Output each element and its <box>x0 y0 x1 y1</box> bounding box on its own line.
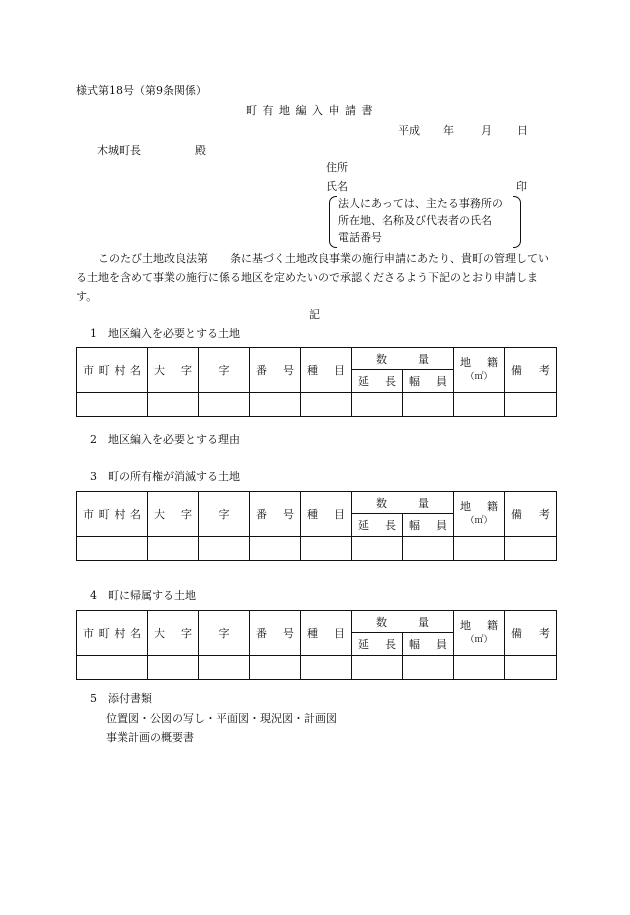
addressee-honorific: 殿 <box>195 144 206 157</box>
note-bracket-right <box>513 196 521 248</box>
cell-width[interactable] <box>403 393 454 417</box>
cell-width[interactable] <box>403 656 454 680</box>
header-aza: 字 <box>199 348 250 393</box>
corporate-note-line1: 法人にあっては、主たる事務所の <box>338 197 503 210</box>
cell-municipality[interactable] <box>77 656 148 680</box>
form-number: 様式第18号（第9条関係） <box>76 84 207 97</box>
ki-heading: 記 <box>309 308 320 321</box>
header-length: 延 長 <box>352 633 403 656</box>
header-area: 地 籍 （㎡） <box>454 348 505 393</box>
seal-mark: 印 <box>516 180 527 193</box>
land-table-1 <box>76 347 557 417</box>
application-body: このたび土地改良法第 条に基づく土地改良事業の施行申請にあたり、貴町の管理している土地を含めて事業の施行に係る地区を定めたいので承認くださるよう下記のとおり申請します。 <box>76 252 549 303</box>
header-quantity: 数 量 <box>352 492 454 514</box>
attachment-line-2: 事業計画の概要書 <box>106 731 194 744</box>
land-table-3 <box>76 491 557 561</box>
addressee-name: 木城町長 <box>97 144 141 157</box>
cell-remarks[interactable] <box>505 656 557 680</box>
header-category: 種 目 <box>301 611 352 656</box>
header-area: 地 籍 （㎡） <box>454 611 505 656</box>
cell-aza[interactable] <box>199 656 250 680</box>
header-number: 番 号 <box>250 348 301 393</box>
date-month: 月 <box>481 124 492 137</box>
land-table-4 <box>76 610 557 680</box>
header-category: 種 目 <box>301 348 352 393</box>
header-oaza: 大 字 <box>148 611 199 656</box>
header-width: 幅 員 <box>403 633 454 656</box>
section-4-title: 4 町に帰属する土地 <box>90 589 196 602</box>
corporate-note-line2: 所在地、名称及び代表者の氏名 <box>338 214 492 227</box>
cell-number[interactable] <box>250 537 301 561</box>
table-row <box>77 537 557 561</box>
cell-width[interactable] <box>403 537 454 561</box>
header-number: 番 号 <box>250 492 301 537</box>
cell-aza[interactable] <box>199 393 250 417</box>
cell-category[interactable] <box>301 393 352 417</box>
phone-label: 電話番号 <box>338 231 382 244</box>
section-3-title: 3 町の所有権が消滅する土地 <box>90 470 240 483</box>
cell-category[interactable] <box>301 656 352 680</box>
header-remarks: 備 考 <box>505 492 557 537</box>
header-municipality: 市 町 村 名 <box>77 348 148 393</box>
header-municipality: 市 町 村 名 <box>77 611 148 656</box>
cell-length[interactable] <box>352 537 403 561</box>
header-length: 延 長 <box>352 370 403 393</box>
note-bracket-left <box>329 196 337 248</box>
date-era: 平成 <box>398 124 420 137</box>
cell-municipality[interactable] <box>77 393 148 417</box>
header-oaza: 大 字 <box>148 348 199 393</box>
header-remarks: 備 考 <box>505 348 557 393</box>
header-width: 幅 員 <box>403 514 454 537</box>
cell-number[interactable] <box>250 393 301 417</box>
section-2-title: 2 地区編入を必要とする理由 <box>90 433 240 446</box>
cell-area[interactable] <box>454 393 505 417</box>
header-length: 延 長 <box>352 514 403 537</box>
date-year: 年 <box>443 124 454 137</box>
cell-oaza[interactable] <box>148 656 199 680</box>
header-aza: 字 <box>199 611 250 656</box>
header-remarks: 備 考 <box>505 611 557 656</box>
cell-area[interactable] <box>454 537 505 561</box>
header-number: 番 号 <box>250 611 301 656</box>
header-aza: 字 <box>199 492 250 537</box>
header-quantity: 数 量 <box>352 348 454 370</box>
cell-aza[interactable] <box>199 537 250 561</box>
header-area: 地 籍 （㎡） <box>454 492 505 537</box>
table-row <box>77 393 557 417</box>
cell-remarks[interactable] <box>505 393 557 417</box>
section-5-title: 5 添付書類 <box>90 692 152 705</box>
date-day: 日 <box>517 124 528 137</box>
cell-length[interactable] <box>352 393 403 417</box>
table-row <box>77 656 557 680</box>
cell-municipality[interactable] <box>77 537 148 561</box>
header-municipality: 市 町 村 名 <box>77 492 148 537</box>
header-oaza: 大 字 <box>148 492 199 537</box>
cell-oaza[interactable] <box>148 393 199 417</box>
cell-category[interactable] <box>301 537 352 561</box>
address-label: 住所 <box>326 161 348 174</box>
attachment-line-1: 位置図・公図の写し・平面図・現況図・計画図 <box>106 712 337 725</box>
header-width: 幅 員 <box>403 370 454 393</box>
form-title: 町 有 地 編 入 申 請 書 <box>246 104 374 117</box>
cell-length[interactable] <box>352 656 403 680</box>
cell-oaza[interactable] <box>148 537 199 561</box>
header-quantity: 数 量 <box>352 611 454 633</box>
cell-number[interactable] <box>250 656 301 680</box>
header-category: 種 目 <box>301 492 352 537</box>
cell-remarks[interactable] <box>505 537 557 561</box>
cell-area[interactable] <box>454 656 505 680</box>
section-1-title: 1 地区編入を必要とする土地 <box>90 327 240 340</box>
name-label: 氏名 <box>326 180 348 193</box>
